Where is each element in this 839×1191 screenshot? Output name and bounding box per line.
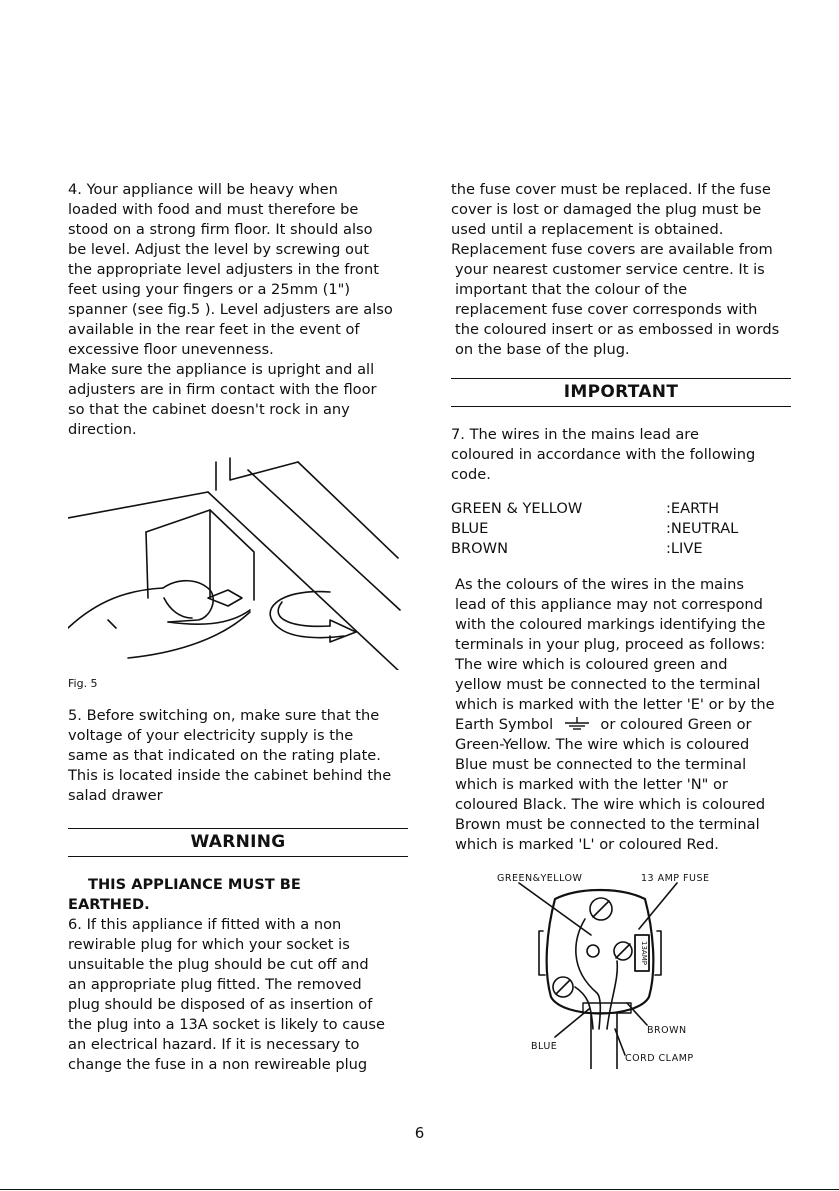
paragraph-4-continued: Make sure the appliance is upright and all adjusters are in firm contact with the floor so that the cabinet doesn't rock in any direction. [68,361,377,438]
warning-heading: WARNING [68,828,408,857]
paragraph-5: 5. Before switching on, make sure that the voltage of your electricity supply is the same as that indicated on the rating plate. This is located inside the cabinet behind the salad drawer [68,707,392,804]
plug-wiring-icon [451,869,751,1069]
plug-diagram [451,869,791,1069]
page-number: 6 [414,1124,425,1142]
earthed-line-2: EARTHED. [68,896,150,913]
figure-5 [68,450,408,688]
wire-colour: BLUE [451,520,489,537]
paragraph-6: 6. If this appliance if fitted with a non rewirable plug for which your socket is unsuitable the plug should be cut off and an appropriate plug fitted. The removed plug should be disposed of as insertion of the plug into a 13A socket is likely to cause an electrical hazard. If it is necessary to change the fuse in a non rewireable plug [68,916,385,1073]
wire-meaning: :NEUTRAL [666,520,739,537]
paragraph-replacement-covers: Replacement fuse covers are available from your nearest customer service centre. It is important that the colour of the replacement fuse cover corresponds with the coloured insert or as embossed in words on the base of the plug. [451,241,780,358]
paragraph-fuse-cover: the fuse cover must be replaced. If the fuse cover is lost or damaged the plug must be used until a replacement is obtained. [451,181,771,238]
paragraph-terminals [451,655,791,855]
important-heading: IMPORTANT [451,378,791,407]
paragraph-colours: As the colours of the wires in the mains lead of this appliance may not correspond with the coloured markings identifying the terminals in your plug, proceed as follows: [455,576,766,653]
wire-code-table [451,499,791,559]
wire-colour: GREEN & YELLOW [451,500,583,517]
wire-meaning: :EARTH [666,500,720,517]
label-brown: BROWN [647,1025,687,1036]
label-green-yellow: GREEN&YELLOW [497,873,583,884]
wire-meaning: :LIVE [666,540,703,557]
label-blue: BLUE [531,1041,558,1052]
bottom-rule [0,1189,839,1190]
right-column [451,180,791,1069]
paragraph-terminals-part-1: The wire which is coloured green and yellow must be connected to the terminal which is marked with the letter 'E' or by the Earth Symbol [455,656,775,733]
left-column [68,180,408,1075]
earthed-line-1: THIS APPLIANCE MUST BE [88,876,301,893]
paragraph-7: 7. The wires in the mains lead are coloured in accordance with the following code. [451,426,756,483]
label-cord-clamp: CORD CLAMP [625,1053,694,1064]
label-13-amp-fuse: 13 AMP FUSE [641,873,710,884]
earth-symbol-icon [562,717,592,731]
wire-colour: BROWN [451,540,508,557]
figure-caption: Fig. 5 [68,677,98,690]
paragraph-4: 4. Your appliance will be heavy when loaded with food and must therefore be stood on a strong firm floor. It should also be level. Adjust the level by screwing out the appropriate level adjusters in the front feet using your fingers or a 25mm (1") spanner (see fig.5 ). Level adjusters are also available in the rear feet in the event of excessive floor unevenness. [68,181,393,358]
paragraph-terminals-part-2: or coloured Green or Green-Yellow. The wire which is coloured Blue must be connected to the terminal which is marked with the letter 'N" or coloured Black. The wire which is coloured Brown must be connected to the terminal which is marked 'L' or coloured Red. [455,716,766,853]
level-adjuster-illustration [68,450,408,670]
fuse-marking: 13AMP [640,941,648,965]
